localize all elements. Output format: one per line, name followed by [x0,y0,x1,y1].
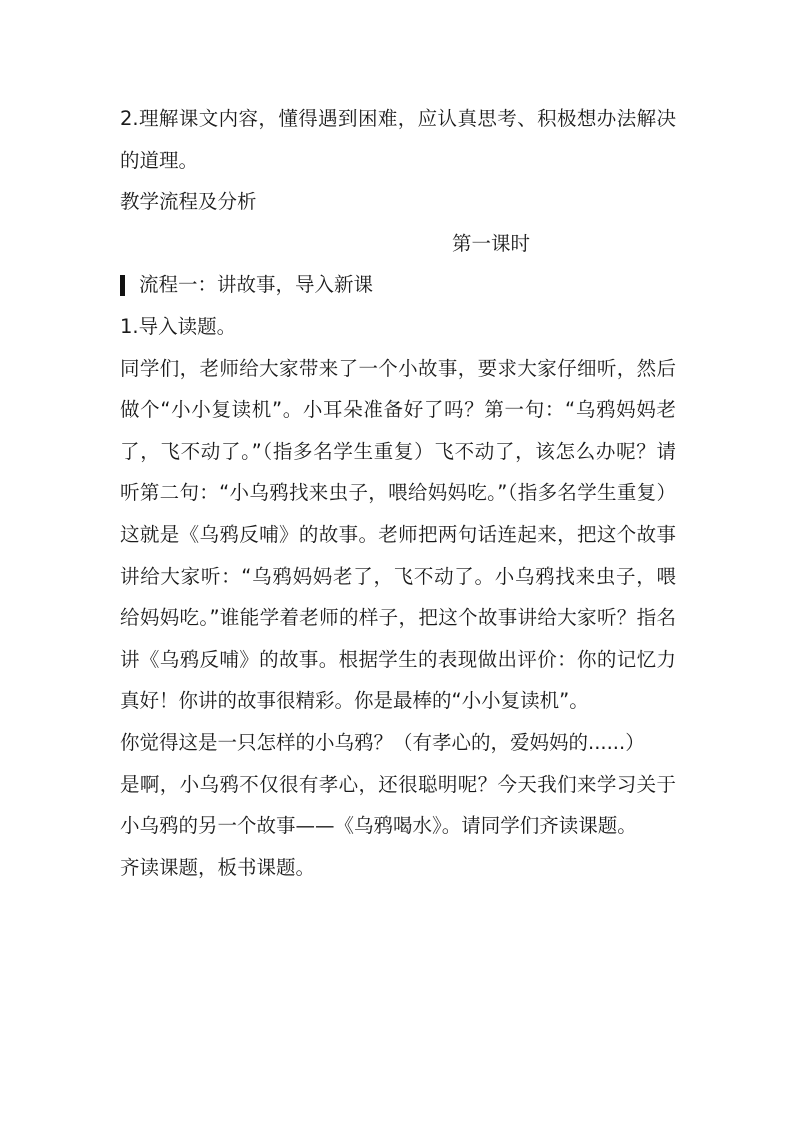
section-marker-icon [120,275,125,296]
step-1-title: 流程一：讲故事，导入新课 [139,273,374,297]
intro-paragraph: 是啊，小乌鸦不仅很有孝心，还很聪明呢？今天我们来学习关于小乌鸦的另一个故事——《乌鸦喝水》。请同学们齐读课题。 [120,772,676,838]
story-paragraph: 同学们，老师给大家带来了一个小故事，要求大家仔细听，然后做个“小小复读机”。小耳朵准备好了吗？第一句：“乌鸦妈妈老了，飞不动了。”（指多名学生重复）飞不动了，该怎么办呢？请听第二句：“小乌鸦找来虫子，喂给妈妈吃。”（指多名学生重复）这就是《乌鸦反哺》的故事。老师把两句话连起来，把这个故事讲给大家听：“乌鸦妈妈老了，飞不动了。小乌鸦找来虫子，喂给妈妈吃。”谁能学着老师的样子，把这个故事讲给大家听？指名讲《乌鸦反哺》的故事。根据学生的表现做出评价：你的记忆力真好！你讲的故事很精彩。你是最棒的“小小复读机”。 [120,356,676,713]
teaching-flow-heading: 教学流程及分析 [120,190,257,214]
lesson-period-title: 第一课时 [451,231,530,255]
teaching-goal-2: 2.理解课文内容，懂得遇到困难，应认真思考、积极想办法解决的道理。 [120,107,676,172]
step-1-heading [120,264,676,306]
question-paragraph: 你觉得这是一只怎样的小乌鸦？（有孝心的，爱妈妈的......） [120,730,645,754]
document-body [120,98,676,888]
step-1-item-1: 1.导入读题。 [120,314,237,338]
read-title-paragraph: 齐读课题，板书课题。 [120,855,316,879]
